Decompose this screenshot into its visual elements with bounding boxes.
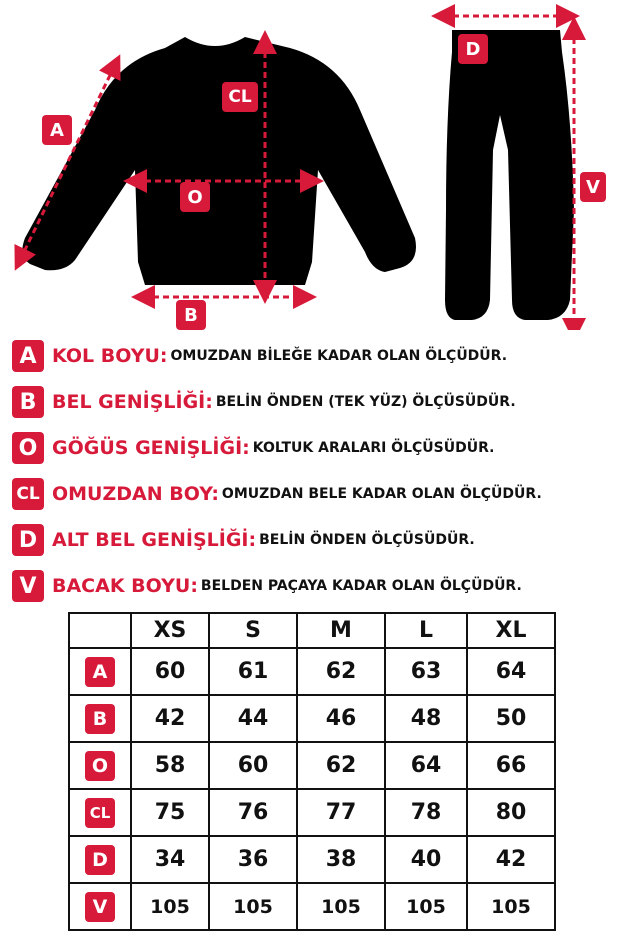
table-cell: 63 [385, 648, 467, 695]
size-table [68, 612, 556, 931]
table-row [69, 742, 555, 789]
legend-description: BELDEN PAÇAYA KADAR OLAN ÖLÇÜDÜR. [200, 578, 522, 594]
table-cell: 80 [467, 789, 555, 836]
table-cell: 46 [297, 695, 385, 742]
legend-description: OMUZDAN BİLEĞE KADAR OLAN ÖLÇÜDÜR. [170, 348, 508, 364]
table-cell: 60 [131, 648, 209, 695]
row-code-cell [69, 742, 131, 789]
legend-badge: D [12, 524, 44, 556]
pants-shape [445, 30, 574, 320]
table-row [69, 648, 555, 695]
table-cell: 42 [131, 695, 209, 742]
legend-row-b [12, 384, 516, 420]
table-cell: 62 [297, 742, 385, 789]
badge-a: A [42, 115, 72, 145]
row-code-cell [69, 695, 131, 742]
legend-description: BELİN ÖNDEN (TEK YÜZ) ÖLÇÜSÜDÜR. [215, 394, 516, 410]
row-code-cell [69, 883, 131, 930]
garment-figure [0, 0, 621, 330]
table-row [69, 836, 555, 883]
legend-row-v [12, 568, 522, 604]
table-cell: 77 [297, 789, 385, 836]
badge-cl: CL [222, 82, 258, 112]
legend-badge: A [12, 340, 44, 372]
legend-title: BACAK BOYU: [52, 575, 198, 597]
legend-badge: V [12, 570, 44, 602]
legend-row-cl [12, 476, 542, 512]
legend-row-a [12, 338, 507, 374]
row-code-cell [69, 648, 131, 695]
legend-title: KOL BOYU: [52, 345, 168, 367]
table-cell: 58 [131, 742, 209, 789]
table-cell: 64 [467, 648, 555, 695]
row-code-cell [69, 836, 131, 883]
row-code-cell [69, 789, 131, 836]
size-header: XS [131, 613, 209, 648]
legend-title: GÖĞÜS GENİŞLİĞİ: [52, 437, 250, 459]
table-cell: 105 [467, 883, 555, 930]
garment-illustration [0, 0, 621, 330]
table-cell: 105 [209, 883, 297, 930]
size-header: S [209, 613, 297, 648]
legend-description: KOLTUK ARALARI ÖLÇÜSÜDÜR. [252, 440, 495, 456]
table-cell: 61 [209, 648, 297, 695]
table-cell: 75 [131, 789, 209, 836]
sweatshirt-shape [22, 37, 416, 285]
table-row [69, 695, 555, 742]
badge-d: D [458, 34, 488, 64]
row-badge: D [85, 845, 115, 875]
table-cell: 40 [385, 836, 467, 883]
table-row [69, 789, 555, 836]
row-badge: A [85, 657, 115, 687]
table-cell: 78 [385, 789, 467, 836]
table-cell: 48 [385, 695, 467, 742]
table-cell: 36 [209, 836, 297, 883]
legend-badge: CL [12, 478, 44, 510]
legend-badge: B [12, 386, 44, 418]
table-cell: 105 [131, 883, 209, 930]
row-badge: V [85, 892, 115, 922]
legend-title: ALT BEL GENİŞLİĞİ: [52, 529, 257, 551]
table-cell: 105 [297, 883, 385, 930]
legend-description: BELİN ÖNDEN ÖLÇÜSÜDÜR. [259, 532, 475, 548]
table-cell: 38 [297, 836, 385, 883]
row-badge: CL [85, 798, 115, 828]
table-row [69, 883, 555, 930]
row-badge: B [85, 704, 115, 734]
table-cell: 76 [209, 789, 297, 836]
table-cell: 44 [209, 695, 297, 742]
size-header: XL [467, 613, 555, 648]
table-cell: 34 [131, 836, 209, 883]
table-cell: 105 [385, 883, 467, 930]
row-badge: O [85, 751, 115, 781]
legend-row-d [12, 522, 475, 558]
table-header-row [69, 613, 555, 648]
badge-o: O [180, 182, 210, 212]
legend-row-o [12, 430, 494, 466]
legend-badge: O [12, 432, 44, 464]
table-cell: 50 [467, 695, 555, 742]
legend-description: OMUZDAN BELE KADAR OLAN ÖLÇÜDÜR. [221, 486, 542, 502]
size-header: L [385, 613, 467, 648]
table-cell: 66 [467, 742, 555, 789]
legend-title: BEL GENİŞLİĞİ: [52, 391, 213, 413]
legend-title: OMUZDAN BOY: [52, 483, 219, 505]
size-header: M [297, 613, 385, 648]
header-empty-cell [69, 613, 131, 648]
table-cell: 42 [467, 836, 555, 883]
table-cell: 64 [385, 742, 467, 789]
badge-b: B [176, 300, 206, 330]
badge-v: V [580, 172, 606, 202]
table-cell: 60 [209, 742, 297, 789]
table-cell: 62 [297, 648, 385, 695]
